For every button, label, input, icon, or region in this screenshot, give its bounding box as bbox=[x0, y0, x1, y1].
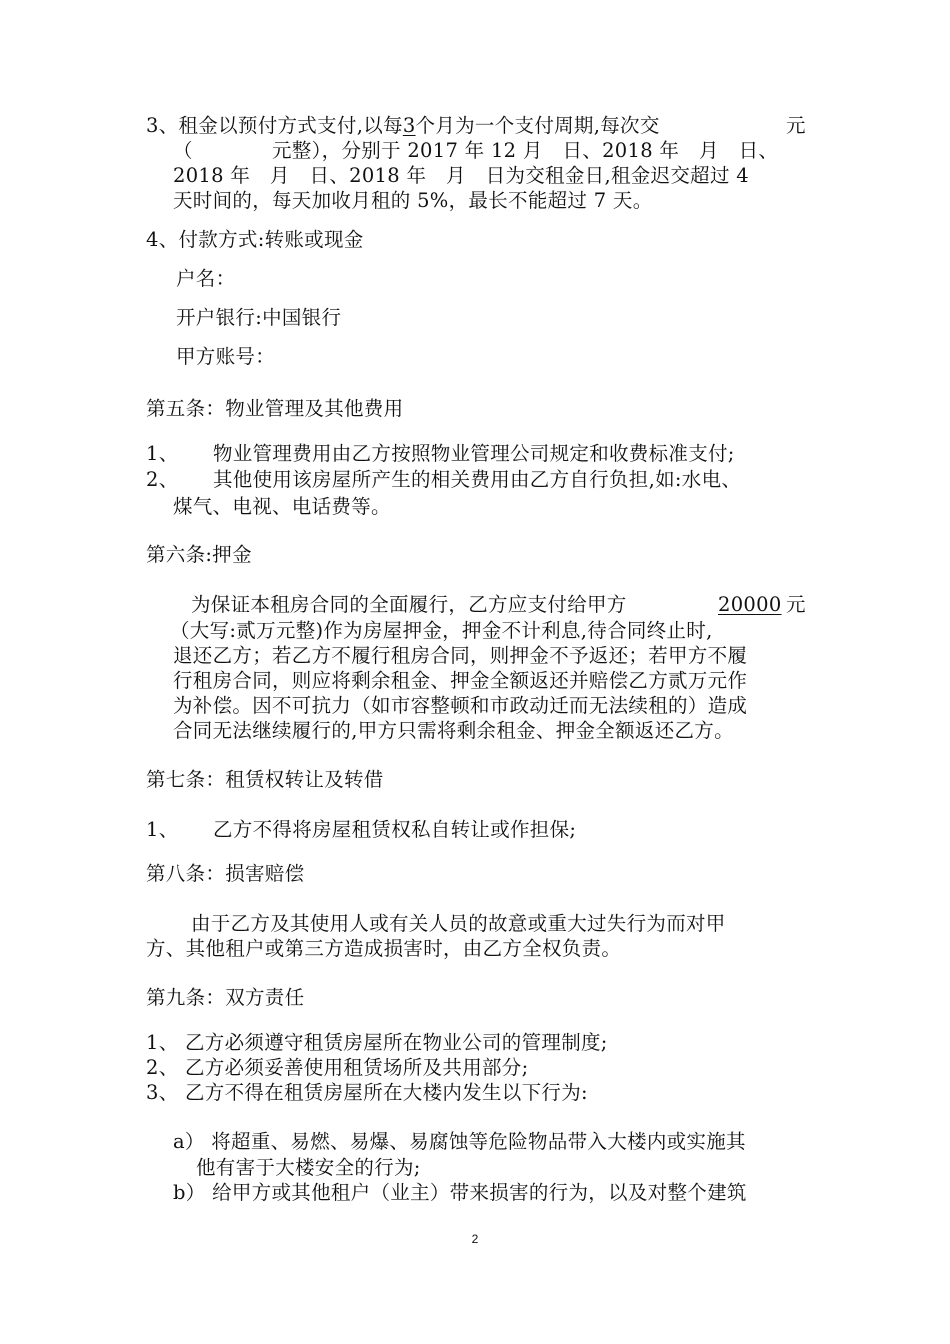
article6-line5: 为补偿。因不可抗力（如市容整顿和市政动迁而无法续租的）造成 bbox=[173, 694, 748, 717]
article8-line2: 方、其他租户或第三方造成损害时，由乙方全权负责。 bbox=[146, 937, 622, 960]
article9-sub-a-line1: a） 将超重、易燃、易爆、易腐蚀等危险物品带入大楼内或实施其 bbox=[173, 1130, 746, 1153]
article9-item1: 1、 乙方必须遵守租赁房屋所在物业公司的管理制度; bbox=[146, 1031, 608, 1054]
bank-name: 开户银行:中国银行 bbox=[176, 306, 342, 329]
article6-title: 第六条:押金 bbox=[146, 543, 252, 566]
article7-item1: 乙方不得将房屋租赁权私自转让或作担保; bbox=[213, 818, 577, 841]
account-name: 户名： bbox=[176, 267, 236, 290]
article9-sub-a-line2: 他有害于大楼安全的行为; bbox=[196, 1156, 421, 1179]
article6-line6: 合同无法继续履行的,甲方只需将剩余租金、押金全额返还乙方。 bbox=[173, 719, 734, 742]
item3-line3: 2018 年 月 日、2018 年 月 日为交租金日,租金迟交超过 4 bbox=[173, 164, 749, 187]
deposit-unit: 元 bbox=[786, 593, 806, 616]
account-number: 甲方账号： bbox=[176, 345, 276, 368]
article7-title: 第七条：租赁权转让及转借 bbox=[146, 768, 384, 791]
article6-line1-text: 为保证本租房合同的全面履行，乙方应支付给甲方 bbox=[191, 593, 627, 616]
article5-item2-line2: 煤气、电视、电话费等。 bbox=[173, 495, 391, 518]
item3-yuan: 元 bbox=[786, 114, 806, 137]
article6-line1 bbox=[191, 592, 627, 618]
item3-text-c: 个月为一个支付周期,每次交 bbox=[415, 114, 660, 137]
item3-line4: 天时间的，每天加收月租的 5%，最长不能超过 7 天。 bbox=[173, 189, 653, 212]
article9-title: 第九条：双方责任 bbox=[146, 986, 305, 1009]
article9-sub-b-line1: b） 给甲方或其他租户（业主）带来损害的行为，以及对整个建筑 bbox=[173, 1181, 747, 1204]
article5-item2-number: 2、 bbox=[146, 468, 179, 491]
article5-item2-line1: 其他使用该房屋所产生的相关费用由乙方自行负担,如:水电、 bbox=[213, 468, 742, 491]
page-number: 2 bbox=[471, 1232, 479, 1246]
article7-item1-number: 1、 bbox=[146, 818, 179, 841]
deposit-amount: 20000 bbox=[718, 593, 782, 616]
item4-title: 4、付款方式:转账或现金 bbox=[146, 228, 364, 251]
article8-title: 第八条：损害赔偿 bbox=[146, 862, 305, 885]
article8-line1: 由于乙方及其使用人或有关人员的故意或重大过失行为而对甲 bbox=[191, 912, 726, 935]
article9-item2: 2、 乙方必须妥善使用租赁场所及共用部分; bbox=[146, 1056, 529, 1079]
item3-line2: （ 元整），分别于 2017 年 12 月 日、2018 年 月 日、 bbox=[173, 139, 779, 162]
payment-period-months: 3 bbox=[402, 114, 416, 137]
item3-text-a: 3、租金以预付方式支付,以每 bbox=[146, 114, 403, 137]
article6-line3: 退还乙方；若乙方不履行租房合同，则押金不予返还；若甲方不履 bbox=[173, 644, 748, 667]
article6-line2: （大写:贰万元整)作为房屋押金，押金不计利息,待合同终止时, bbox=[170, 619, 713, 642]
article6-line4: 行租房合同，则应将剩余租金、押金全额返还并赔偿乙方贰万元作 bbox=[173, 669, 748, 692]
item3-line1 bbox=[146, 113, 660, 139]
article5-item1: 物业管理费用由乙方按照物业管理公司规定和收费标准支付; bbox=[213, 442, 735, 465]
article9-item3: 3、 乙方不得在租赁房屋所在大楼内发生以下行为: bbox=[146, 1081, 588, 1104]
article5-title: 第五条：物业管理及其他费用 bbox=[146, 397, 404, 420]
article5-item1-number: 1、 bbox=[146, 442, 179, 465]
